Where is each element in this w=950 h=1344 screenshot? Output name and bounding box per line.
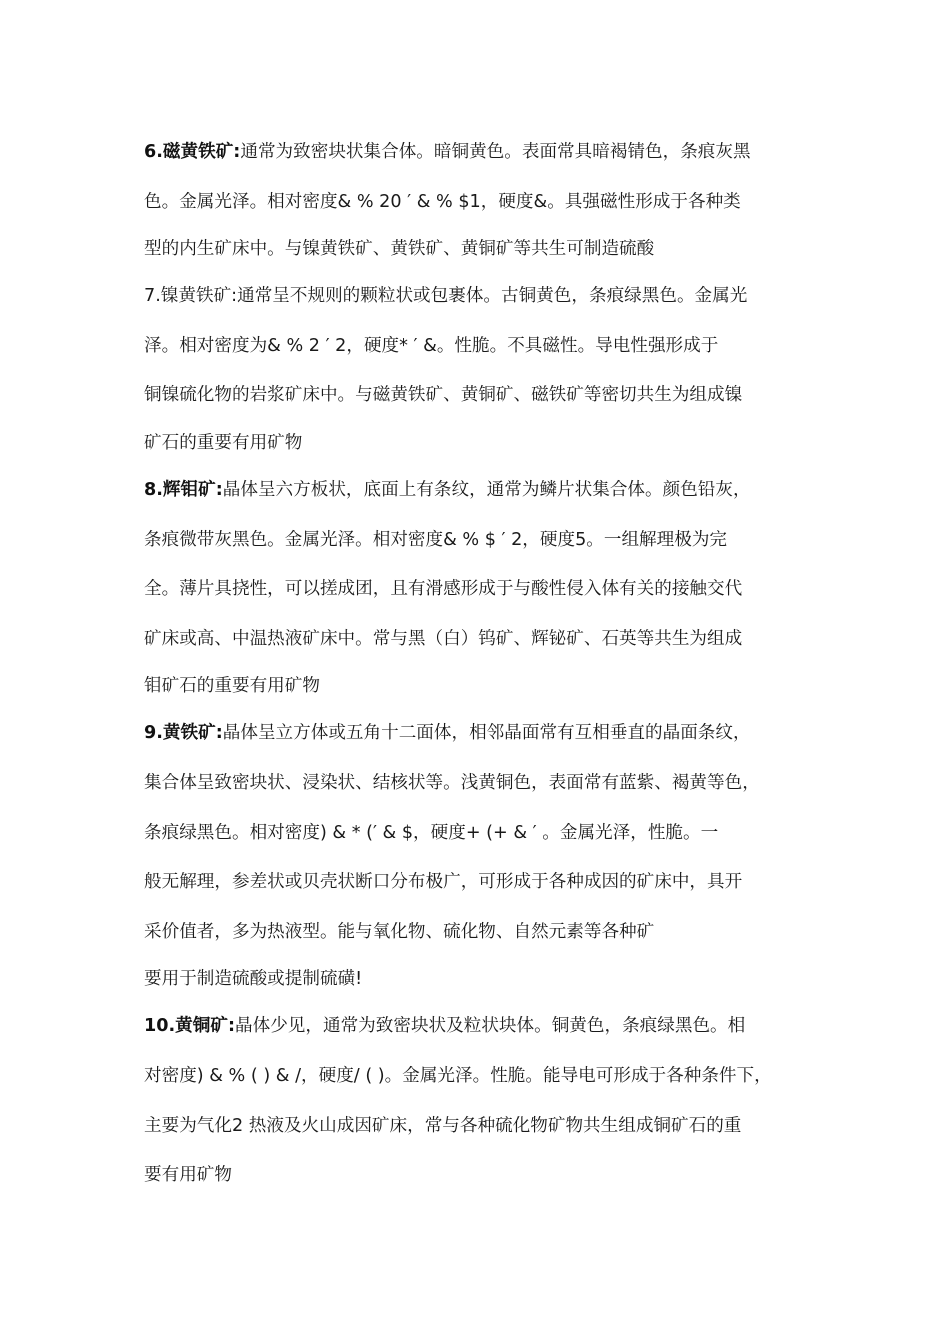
text-line: 般无解理，参差状或贝壳状断口分布极广，可形成于各种成因的矿床中，具开 — [144, 872, 743, 893]
text-line: 钼矿石的重要有用矿物 — [144, 676, 320, 697]
section-text: 通常呈不规则的颗粒状或包裹体。古铜黄色，条痕绿黑色。金属光 — [237, 286, 748, 307]
text-line — [144, 466, 820, 516]
text-line — [144, 1002, 820, 1052]
section-text: 晶体呈立方体或五角十二面体，相邻晶面常有互相垂直的晶面条纹， — [222, 723, 751, 744]
text-line: 要有用矿物 — [144, 1165, 232, 1186]
text-line: 采价值者，多为热液型。能与氧化物、硫化物、自然元素等各种矿 — [144, 921, 655, 942]
text-line — [144, 272, 820, 322]
mineral-section-9 — [144, 709, 820, 1002]
document-body — [144, 128, 820, 1201]
text-line: 铜镍硫化物的岩浆矿床中。与磁黄铁矿、黄铜矿、磁铁矿等密切共生为组成镍 — [144, 385, 743, 406]
section-text: 晶体呈六方板状，底面上有条纹，通常为鳞片状集合体。颜色铅灰， — [222, 479, 751, 500]
text-line: 集合体呈致密块状、浸染状、结核状等。浅黄铜色，表面常有蓝紫、褐黄等色， — [144, 772, 760, 793]
text-line: 要用于制造硫酸或提制硫磺! — [144, 969, 363, 990]
section-heading: 6.磁黄铁矿: — [144, 142, 241, 162]
text-line: 全。薄片具挠性，可以搓成团，且有滑感形成于与酸性侵入体有关的接触交代 — [144, 579, 743, 600]
section-text: 晶体少见，通常为致密块状及粒状块体。铜黄色，条痕绿黑色。相 — [235, 1016, 746, 1037]
mineral-section-7 — [144, 272, 820, 466]
section-heading: 9.黄铁矿: — [144, 723, 223, 744]
mineral-section-6 — [144, 128, 820, 272]
text-line: 泽。相对密度为& % 2 ′ 2，硬度* ′ &。性脆。不具磁性。导电性强形成于 — [144, 335, 719, 356]
text-line — [144, 709, 820, 759]
text-line — [144, 128, 820, 178]
section-text: 通常为致密块状集合体。暗铜黄色。表面常具暗褐锖色，条痕灰黑 — [240, 142, 751, 162]
text-line: 条痕微带灰黑色。金属光泽。相对密度& % $ ′ 2，硬度5。一组解理极为完 — [144, 529, 728, 550]
text-line: 主要为气化2 热液及火山成因矿床，常与各种硫化物矿物共生组成铜矿石的重 — [144, 1115, 742, 1136]
section-heading: 10.黄铜矿: — [144, 1016, 235, 1037]
text-line: 色。金属光泽。相对密度& % 20 ′ & % $1，硬度&。具强磁性形成于各种类 — [144, 191, 741, 212]
mineral-section-8 — [144, 466, 820, 709]
text-line: 型的内生矿床中。与镍黄铁矿、黄铁矿、黄铜矿等共生可制造硫酸 — [144, 239, 655, 260]
section-heading: 8.辉钼矿: — [144, 479, 223, 500]
text-line: 对密度) & % ( ) & /，硬度/ ( )。金属光泽。性脆。能导电可形成于各种条件下， — [144, 1065, 772, 1086]
text-line: 条痕绿黑色。相对密度) & * (′ & $，硬度+ (+ & ′ 。金属光泽，性脆。一 — [144, 822, 719, 843]
text-line: 矿石的重要有用矿物 — [144, 432, 303, 453]
section-heading: 7.镍黄铁矿: — [144, 286, 238, 307]
mineral-section-10 — [144, 1002, 820, 1200]
text-line: 矿床或高、中温热液矿床中。常与黑（白）钨矿、辉铋矿、石英等共生为组成 — [144, 628, 743, 649]
